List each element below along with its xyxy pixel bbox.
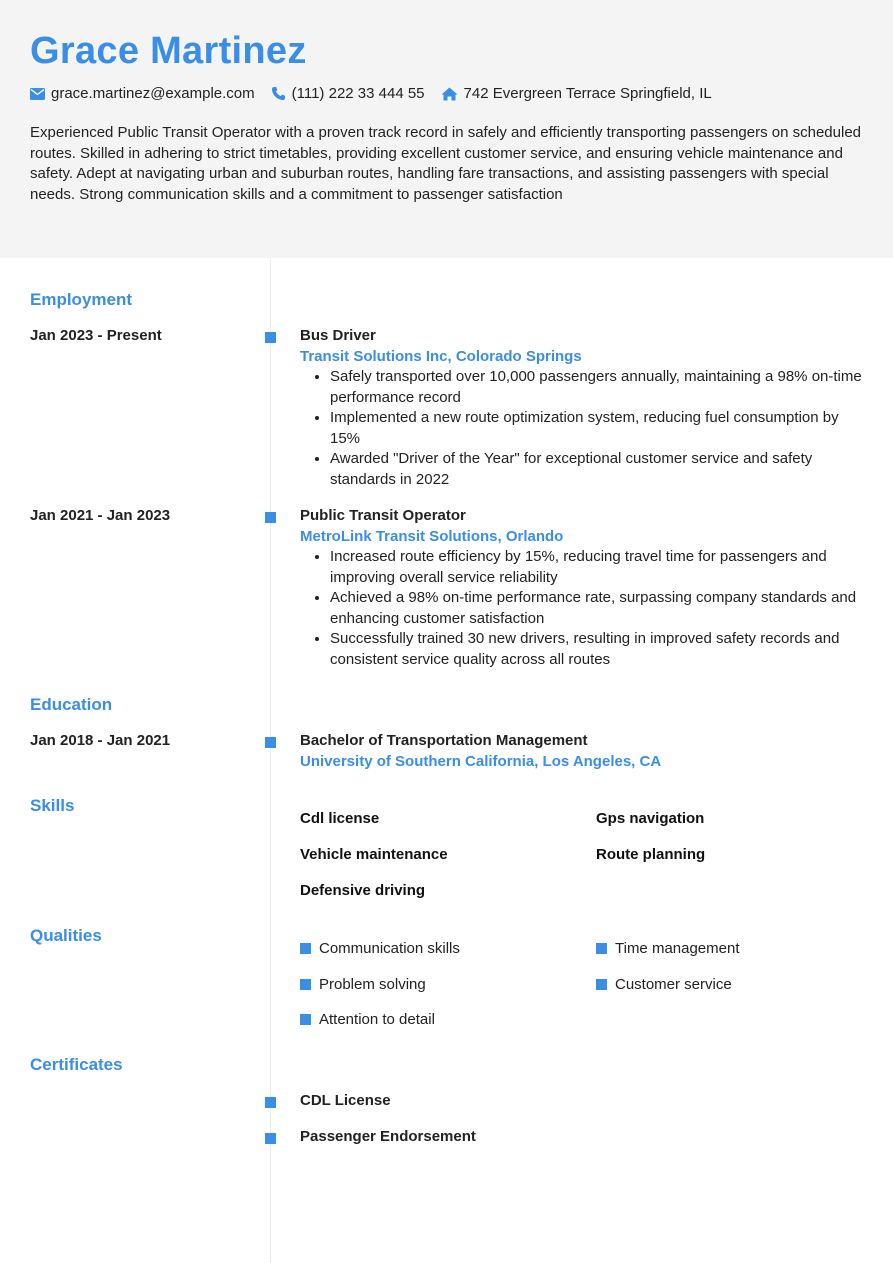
- email-text: grace.martinez@example.com: [51, 85, 255, 102]
- timeline-marker: [265, 512, 276, 523]
- company-name: Transit Solutions Inc, Colorado Springs: [300, 347, 582, 365]
- phone-contact[interactable]: [271, 85, 425, 102]
- employment-heading: Employment: [30, 290, 133, 309]
- bullet-square-icon: [596, 979, 607, 990]
- education-1-dates: Jan 2018 - Jan 2021: [30, 732, 171, 749]
- quality-label: Customer service: [615, 976, 732, 993]
- employment-entry-2: [300, 506, 865, 671]
- timeline-marker: [265, 737, 276, 748]
- quality-label: Communication skills: [319, 940, 460, 957]
- list-item: • Awarded "Driver of the Year" for exceptional customer service and safety standards in 2022: [330, 449, 865, 490]
- job-bullets: [300, 367, 865, 491]
- quality-label: Problem solving: [319, 976, 426, 993]
- timeline-marker: [265, 1133, 276, 1144]
- email-contact[interactable]: [30, 85, 255, 102]
- education-entry-1: [300, 731, 865, 772]
- quality-item: [596, 940, 740, 957]
- employment-2-dates: Jan 2021 - Jan 2023: [30, 507, 171, 524]
- skill-item: Defensive driving: [300, 882, 426, 899]
- quality-label: Time management: [615, 940, 740, 957]
- skill-item: Vehicle maintenance: [300, 846, 448, 863]
- list-item: • Achieved a 98% on-time performance rate, surpassing company standards and enhancing customer satisfaction: [330, 588, 865, 629]
- timeline-marker: [265, 1097, 276, 1108]
- qualities-heading: Qualities: [30, 926, 102, 945]
- list-item: • Safely transported over 10,000 passengers annually, maintaining a 98% on-time performance record: [330, 367, 865, 408]
- quality-item: [596, 976, 732, 993]
- home-icon: [441, 87, 458, 101]
- skill-item: Gps navigation: [596, 810, 705, 827]
- skill-item: Route planning: [596, 846, 706, 863]
- contact-row: [30, 85, 728, 102]
- list-item: • Increased route efficiency by 15%, reducing travel time for passengers and improving overall service reliability: [330, 547, 865, 588]
- bullet-square-icon: [596, 943, 607, 954]
- bullet-square-icon: [300, 979, 311, 990]
- quality-item: [300, 940, 460, 957]
- phone-text: (111) 222 33 444 55: [291, 85, 425, 102]
- certificate-item: CDL License: [300, 1092, 391, 1109]
- company-name: MetroLink Transit Solutions, Orlando: [300, 527, 564, 545]
- quality-label: Attention to detail: [319, 1011, 435, 1028]
- degree-title: Bachelor of Transportation Management: [300, 732, 588, 749]
- quality-item: [300, 1011, 435, 1028]
- address-contact: [441, 85, 712, 102]
- timeline-marker: [265, 332, 276, 343]
- education-heading: Education: [30, 695, 113, 714]
- timeline-divider: [270, 258, 271, 1263]
- envelope-icon: [30, 88, 45, 100]
- school-name: University of Southern California, Los Angeles, CA: [300, 752, 662, 770]
- candidate-name: Grace Martinez: [30, 30, 307, 72]
- address-text: 742 Evergreen Terrace Springfield, IL: [463, 85, 712, 102]
- skills-heading: Skills: [30, 796, 75, 815]
- profile-summary: Experienced Public Transit Operator with a proven track record in safely and efficiently transporting passengers on scheduled routes. Skilled in adhering to strict timetables, providing excellent customer service, and ensuring vehicle maintenance and safety. Adept at navigating urban and suburban routes, handling fare transactions, and assisting passengers with special needs. Strong communication skills and a commitment to passenger satisfaction: [30, 124, 862, 203]
- phone-icon: [271, 86, 286, 101]
- resume-header: [0, 0, 893, 258]
- employment-entry-1: [300, 326, 865, 491]
- job-title: Bus Driver: [300, 327, 376, 344]
- certificates-heading: Certificates: [30, 1055, 123, 1074]
- employment-1-dates: Jan 2023 - Present: [30, 327, 162, 344]
- bullet-square-icon: [300, 1014, 311, 1025]
- bullet-square-icon: [300, 943, 311, 954]
- quality-item: [300, 976, 426, 993]
- list-item: • Implemented a new route optimization system, reducing fuel consumption by 15%: [330, 408, 865, 449]
- list-item: • Successfully trained 30 new drivers, resulting in improved safety records and consistent service quality across all routes: [330, 629, 865, 670]
- certificate-item: Passenger Endorsement: [300, 1128, 476, 1145]
- job-bullets: [300, 547, 865, 671]
- skill-item: Cdl license: [300, 810, 380, 827]
- job-title: Public Transit Operator: [300, 507, 466, 524]
